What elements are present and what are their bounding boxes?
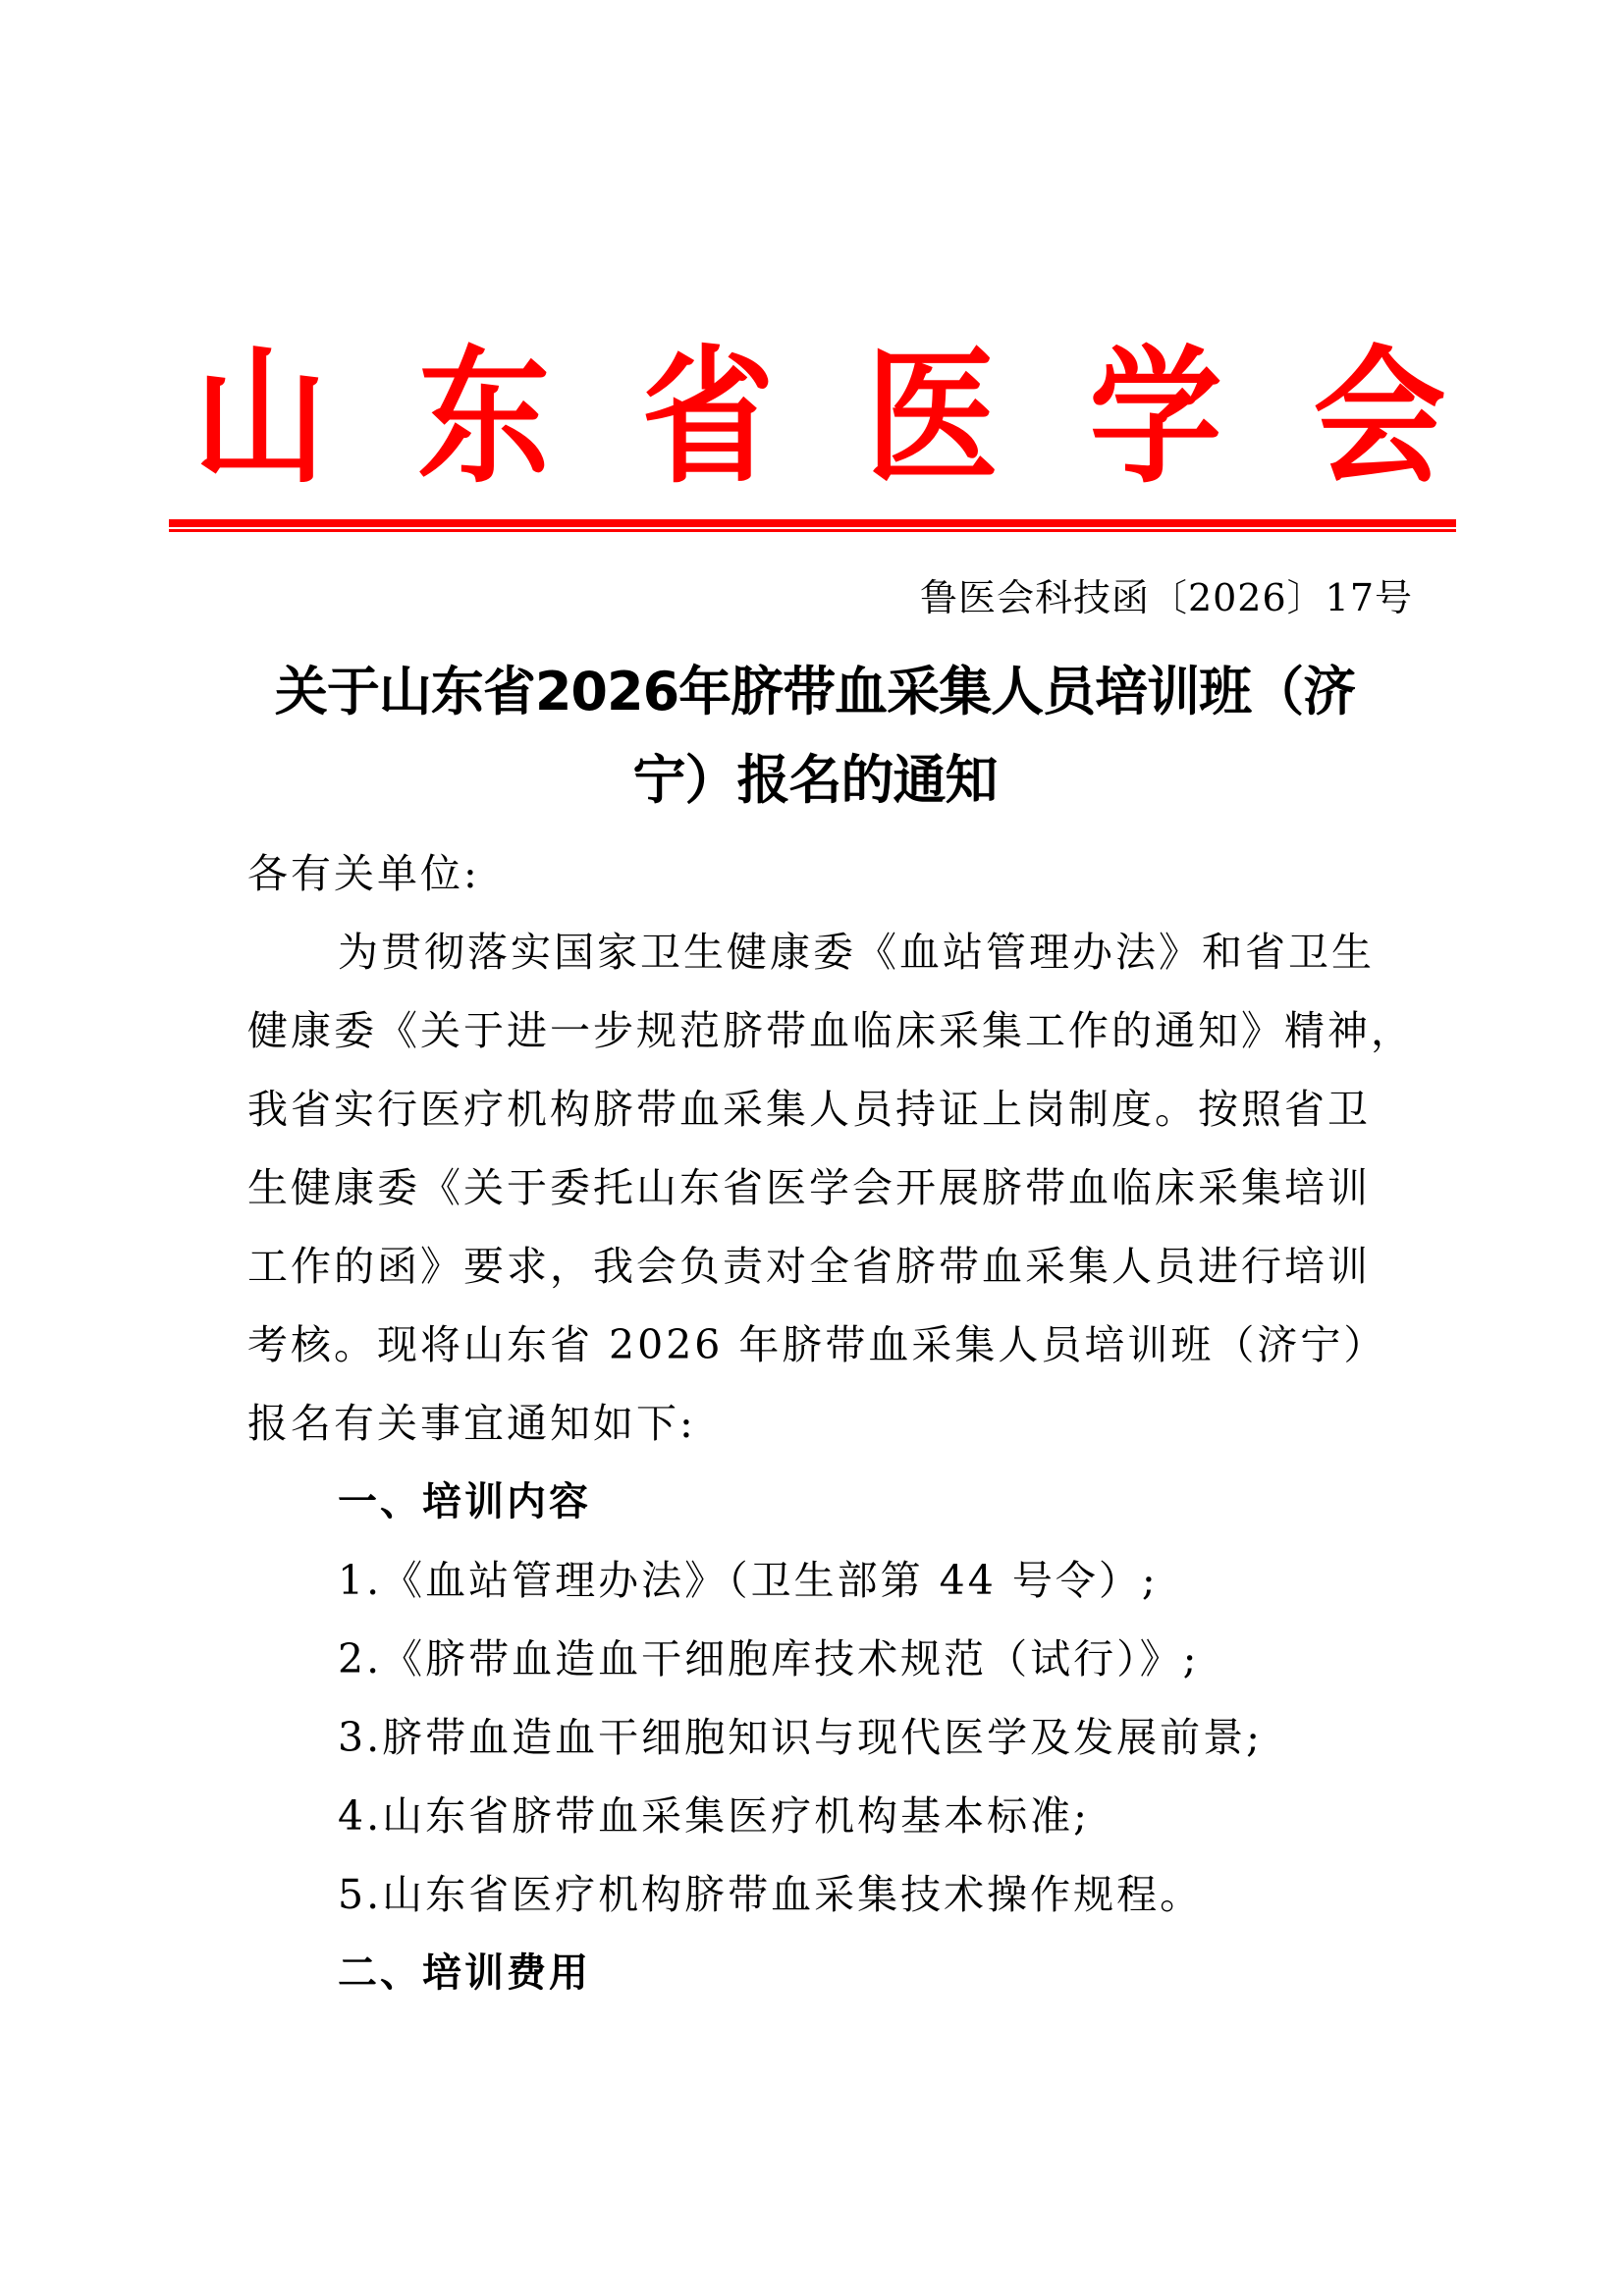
list-item: 3.脐带血造血干细胞知识与现代医学及发展前景; (338, 1714, 1263, 1761)
masthead-char: 山 (193, 331, 327, 504)
paragraph-line: 健康委《关于进一步规范脐带血临床采集工作的通知》精神， (247, 1007, 1414, 1054)
masthead-char: 东 (417, 331, 551, 504)
document-number: 鲁医会科技函〔2026〕17号 (919, 576, 1413, 619)
paragraph-line: 为贯彻落实国家卫生健康委《血站管理办法》和省卫生 (338, 929, 1375, 976)
document-title-line-2: 宁）报名的通知 (632, 749, 998, 811)
list-item: 4.山东省脐带血采集医疗机构基本标准; (338, 1792, 1090, 1840)
paragraph-line: 我省实行医疗机构脐带血采集人员持证上岗制度。按照省卫 (247, 1086, 1371, 1133)
list-item: 5.山东省医疗机构脐带血采集技术操作规程。 (338, 1871, 1204, 1918)
letterhead-divider-thick (169, 519, 1456, 527)
paragraph-line: 工作的函》要求，我会负责对全省脐带血采集人员进行培训 (247, 1243, 1371, 1290)
list-item: 2.《脐带血造血干细胞库技术规范（试行）》; (338, 1635, 1200, 1682)
paragraph-line: 生健康委《关于委托山东省医学会开展脐带血临床采集培训 (247, 1164, 1371, 1211)
document-title (196, 648, 1434, 825)
section-heading-training-content: 一、培训内容 (338, 1479, 591, 1524)
salutation: 各有关单位: (247, 850, 480, 897)
document-title-line-1: 关于山东省2026年脐带血采集人员培训班（济 (274, 661, 1356, 722)
letterhead-divider-thin (169, 529, 1456, 532)
list-item: 1.《血站管理办法》（卫生部第 44 号令）; (338, 1557, 1159, 1604)
letterhead-masthead (167, 331, 1473, 504)
section-heading-training-fees: 二、培训费用 (338, 1950, 591, 1996)
paragraph-line: 考核。现将山东省 2026 年脐带血采集人员培训班（济宁） (247, 1321, 1387, 1368)
masthead-char: 会 (1313, 331, 1446, 504)
masthead-char: 学 (1089, 331, 1222, 504)
masthead-char: 省 (641, 331, 775, 504)
masthead-char: 医 (865, 331, 999, 504)
document-body (247, 834, 1414, 2012)
paragraph-line: 报名有关事宜通知如下: (247, 1400, 696, 1447)
